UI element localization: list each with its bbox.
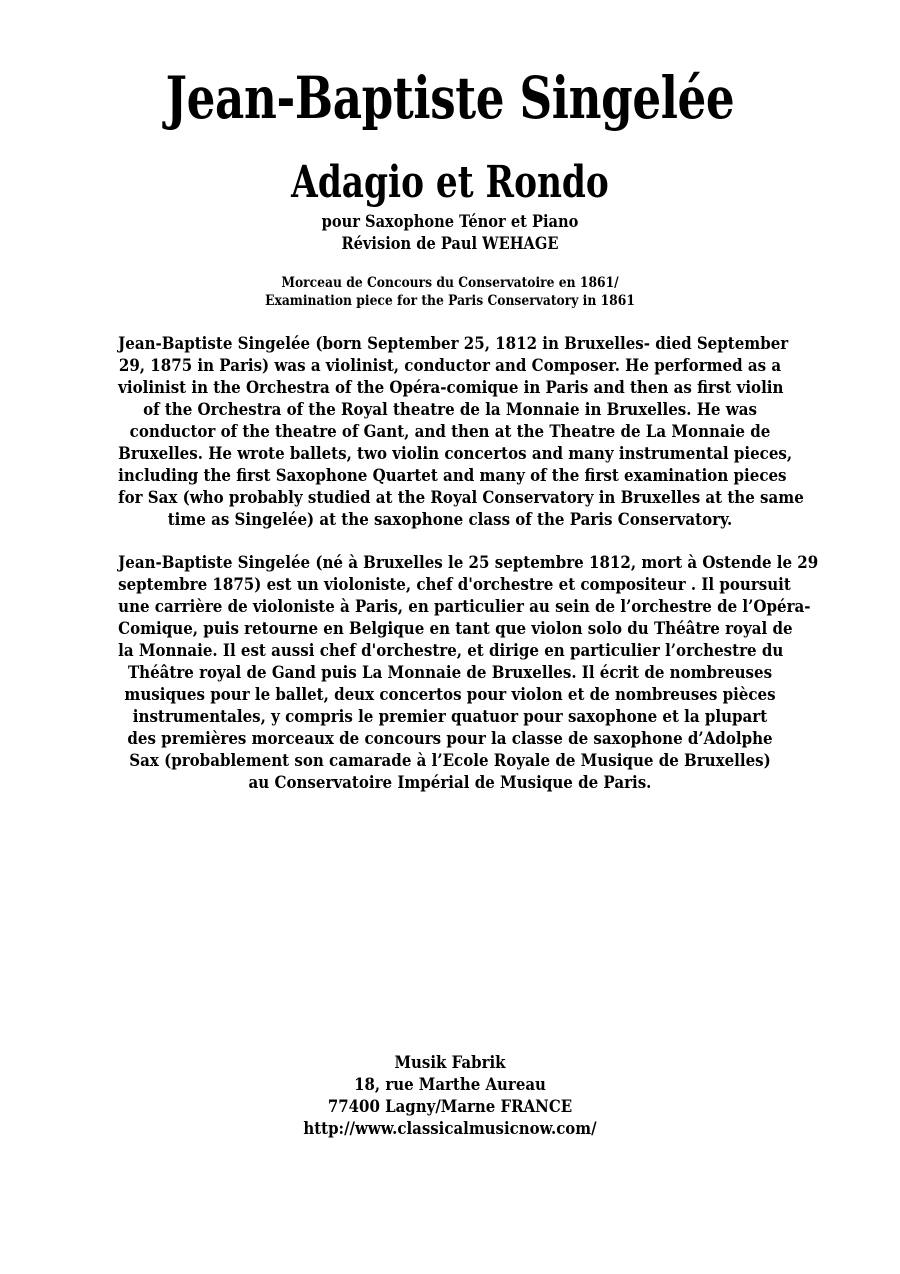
exam-note-en: Examination piece for the Paris Conservatory in 1861 [265, 293, 635, 309]
bio-fr-line: Comique, puis retourne en Belgique en tant que violon solo du Théâtre royal de [118, 619, 793, 639]
exam-note-fr: Morceau de Concours du Conservatoire en 1861/ [281, 275, 619, 291]
publisher-city: 77400 Lagny/Marne FRANCE [327, 1097, 573, 1117]
instrumentation: pour Saxophone Ténor et Piano [321, 212, 579, 232]
publisher-name: Musik Fabrik [394, 1053, 506, 1073]
bio-en-line: for Sax (who probably studied at the Royal Conservatory in Bruxelles at the same [118, 488, 804, 508]
bio-en-line: of the Orchestra of the Royal theatre de la Monnaie in Bruxelles. He was [143, 400, 757, 420]
biography-french [118, 552, 819, 794]
work-title: Adagio et Rondo [291, 157, 609, 208]
bio-fr-line: une carrière de violoniste à Paris, en particulier au sein de l’orchestre de l’Opéra- [118, 597, 811, 617]
bio-en-line: time as Singelée) at the saxophone class of the Paris Conservatory. [167, 510, 733, 530]
bio-en-line: violinist in the Orchestra of the Opéra-comique in Paris and then as first violin [118, 378, 784, 398]
bio-fr-line: Jean-Baptiste Singelée (né à Bruxelles le 25 septembre 1812, mort à Ostende le 29 [118, 553, 819, 573]
bio-en-line: Jean-Baptiste Singelée (born September 25, 1812 in Bruxelles- died September [118, 334, 789, 354]
bio-en-line: conductor of the theatre of Gant, and then at the Theatre de La Monnaie de [129, 422, 771, 442]
publisher-street: 18, rue Marthe Aureau [354, 1075, 546, 1095]
bio-fr-line: au Conservatoire Impérial de Musique de Paris. [248, 773, 652, 793]
bio-en-line: 29, 1875 in Paris) was a violinist, conductor and Composer. He performed as a [118, 356, 782, 376]
bio-en-line: Bruxelles. He wrote ballets, two violin concertos and many instrumental pieces, [118, 444, 793, 464]
publisher-block [54, 1052, 846, 1140]
bio-fr-line: instrumentales, y compris le premier quatuor pour saxophone et la plupart [132, 707, 768, 727]
bio-en-line: including the first Saxophone Quartet and many of the first examination pieces [118, 466, 787, 486]
bio-fr-line: des premières morceaux de concours pour la classe de saxophone d’Adolphe [127, 729, 773, 749]
bio-fr-line: Théâtre royal de Gand puis La Monnaie de Bruxelles. Il écrit de nombreuses [127, 663, 773, 683]
bio-fr-line: la Monnaie. Il est aussi chef d'orchestre, et dirige en particulier l’orchestre du [118, 641, 784, 661]
biography-english [118, 333, 804, 531]
composer-name: Jean-Baptiste Singelée [165, 64, 735, 132]
revision-credit: Révision de Paul WEHAGE [341, 234, 559, 254]
publisher-url: http://www.classicalmusicnow.com/ [303, 1119, 597, 1139]
bio-fr-line: septembre 1875) est un violoniste, chef d'orchestre et compositeur . Il poursuit [118, 575, 791, 595]
bio-fr-line: Sax (probablement son camarade à l’Ecole Royale de Musique de Bruxelles) [129, 751, 771, 771]
bio-fr-line: musiques pour le ballet, deux concertos pour violon et de nombreuses pièces [124, 685, 776, 705]
